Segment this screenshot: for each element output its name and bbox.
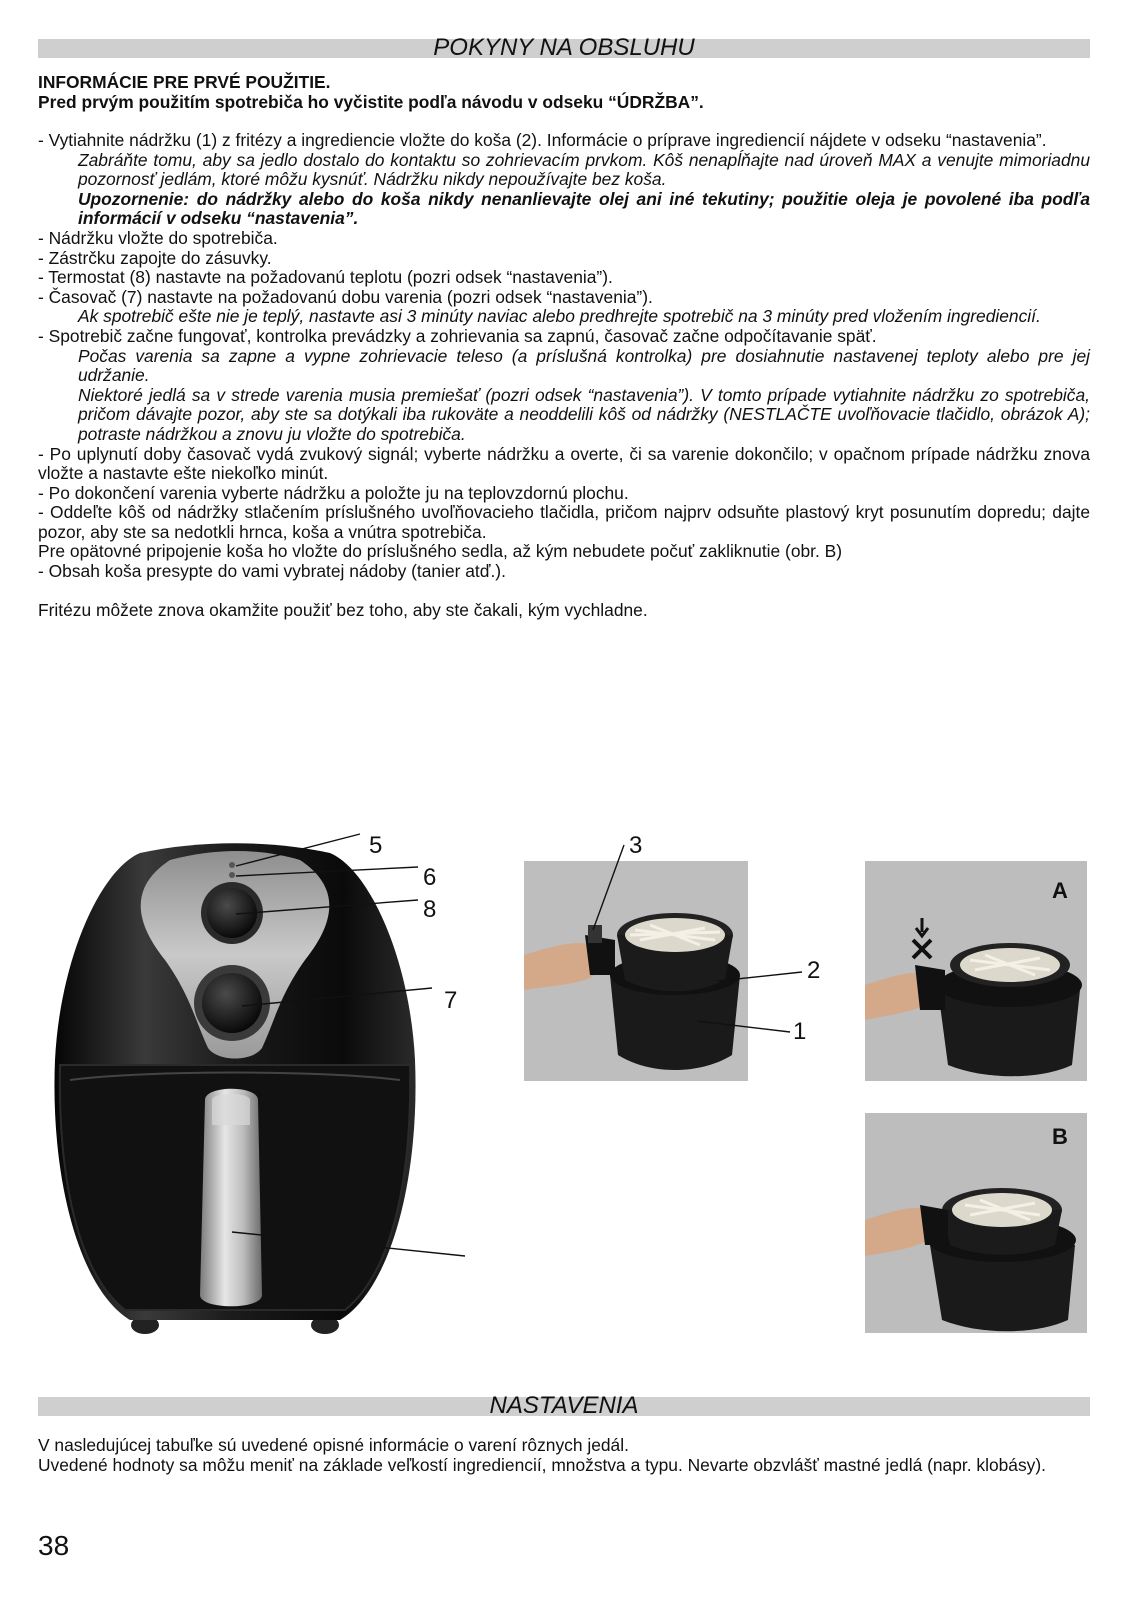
air-fryer-main-image: [54, 843, 415, 1334]
instruction-step: - Zástrčku zapojte do zásuvky.: [38, 247, 272, 268]
callout-5: 5: [369, 832, 383, 859]
instruction-warning: Upozornenie: do nádržky alebo do koša nikdy nenanlievajte olej ani iné tekutiny; použitie oleja je povolené iba podľa informácií v odseku “nastavenia”.: [78, 188, 1090, 229]
intro-heading-1: INFORMÁCIE PRE PRVÉ POUŽITIE.: [38, 72, 331, 92]
instruction-closing: Fritézu môžete znova okamžite použiť bez toho, aby ste čakali, kým vychladne.: [38, 599, 648, 620]
instruction-note: Ak spotrebič ešte nie je teplý, nastavte asi 3 minúty naviac alebo predhrejte spotrebič na 3 minúty pred vložením ingrediencií.: [78, 306, 1041, 327]
callout-3: 3: [629, 832, 643, 859]
settings-line: Uvedené hodnoty sa môžu meniť na základe veľkostí ingrediencií, množstva a typu. Nevarte obzvlášť mastné jedlá (napr. klobásy).: [38, 1454, 1046, 1475]
section-title: NASTAVENIA: [489, 1392, 639, 1419]
instruction-note: Zabráňte tomu, aby sa jedlo dostalo do kontaktu so zohrievacím prvkom. Kôš nenapĺňajte nad úroveň MAX a venujte mimoriadnu pozornosť jedlám, ktoré môžu kysnúť. Nádržku nikdy nepoužívajte bez koša.: [78, 149, 1090, 190]
callout-6: 6: [423, 864, 437, 891]
instruction-step: - Spotrebič začne fungovať, kontrolka prevádzky a zohrievania sa zapnú, časovač začne odpočítavanie späť.: [38, 325, 877, 346]
callout-1: 1: [793, 1018, 807, 1045]
settings-line: V nasledujúcej tabuľke sú uvedené opisné informácie o varení rôznych jedál.: [38, 1435, 629, 1455]
instruction-step: - Nádržku vložte do spotrebiča.: [38, 227, 278, 248]
instruction-step: - Termostat (8) nastavte na požadovanú teplotu (pozri odsek “nastavenia”).: [38, 267, 613, 288]
instruction-step: - Oddeľte kôš od nádržky stlačením príslušného uvoľňovacieho tlačidla, pričom najprv odsuňte plastový kryt posunutím dopredu; dajte pozor, aby ste sa nedotkli hrnca, koša a vnútra spotrebiča.: [38, 502, 1090, 542]
callout-7: 7: [444, 987, 458, 1014]
instruction-step: - Obsah koša presypte do vami vybratej nádoby (tanier atď.).: [38, 561, 506, 582]
instruction-step: - Po uplynutí doby časovač vydá zvukový signál; vyberte nádržku a overte, či sa varenie dokončilo; v opačnom prípade nádržku znova vložte a nastavte ešte niekoľko minút.: [38, 443, 1090, 484]
instruction-note: Niektoré jedlá sa v strede varenia musia premiešať (pozri odsek “nastavenia”). V tomto prípade vytiahnite nádržku zo spotrebiča, pričom dávajte pozor, aby ste sa dotýkali iba rukoväte a neoddelili kôš od nádržky (NESTLAČTE uvoľňovacie tlačidlo, obrázok A); potraste nádržkou a znovu ju vložte do spotrebiča.: [78, 384, 1090, 444]
settings-intro: [38, 1436, 1090, 1475]
instruction-step: - Časovač (7) nastavte na požadovanú dobu varenia (pozri odsek “nastavenia”).: [38, 286, 653, 307]
panel-a-label: A: [1052, 878, 1068, 903]
callout-8: 8: [423, 896, 437, 923]
instruction-note: Počas varenia sa zapne a vypne zohrievacie teleso (a príslušná kontrolka) pre dosiahnutie nastavenej teploty alebo pre jej udržanie.: [78, 345, 1090, 386]
instruction-step: - Vytiahnite nádržku (1) z fritézy a ingrediencie vložte do koša (2). Informácie o príprave ingrediencií nájdete v odseku “nastavenia”.: [38, 130, 1047, 150]
panel-b-label: B: [1052, 1124, 1068, 1149]
page-number: 38: [38, 1530, 70, 1561]
callout-2: 2: [807, 957, 821, 984]
instruction-step: Pre opätovné pripojenie koša ho vložte do príslušného sedla, až kým nebudete počuť zakliknutie (obr. B): [38, 541, 843, 562]
instruction-step: - Po dokončení varenia vyberte nádržku a položte ju na teplovzdornú plochu.: [38, 482, 629, 503]
intro-heading-2: Pred prvým použitím spotrebiča ho vyčistite podľa návodu v odseku “ÚDRŽBA”.: [38, 92, 704, 112]
section-title: POKYNY NA OBSLUHU: [433, 34, 695, 61]
panel-basket-removal: [524, 861, 748, 1081]
